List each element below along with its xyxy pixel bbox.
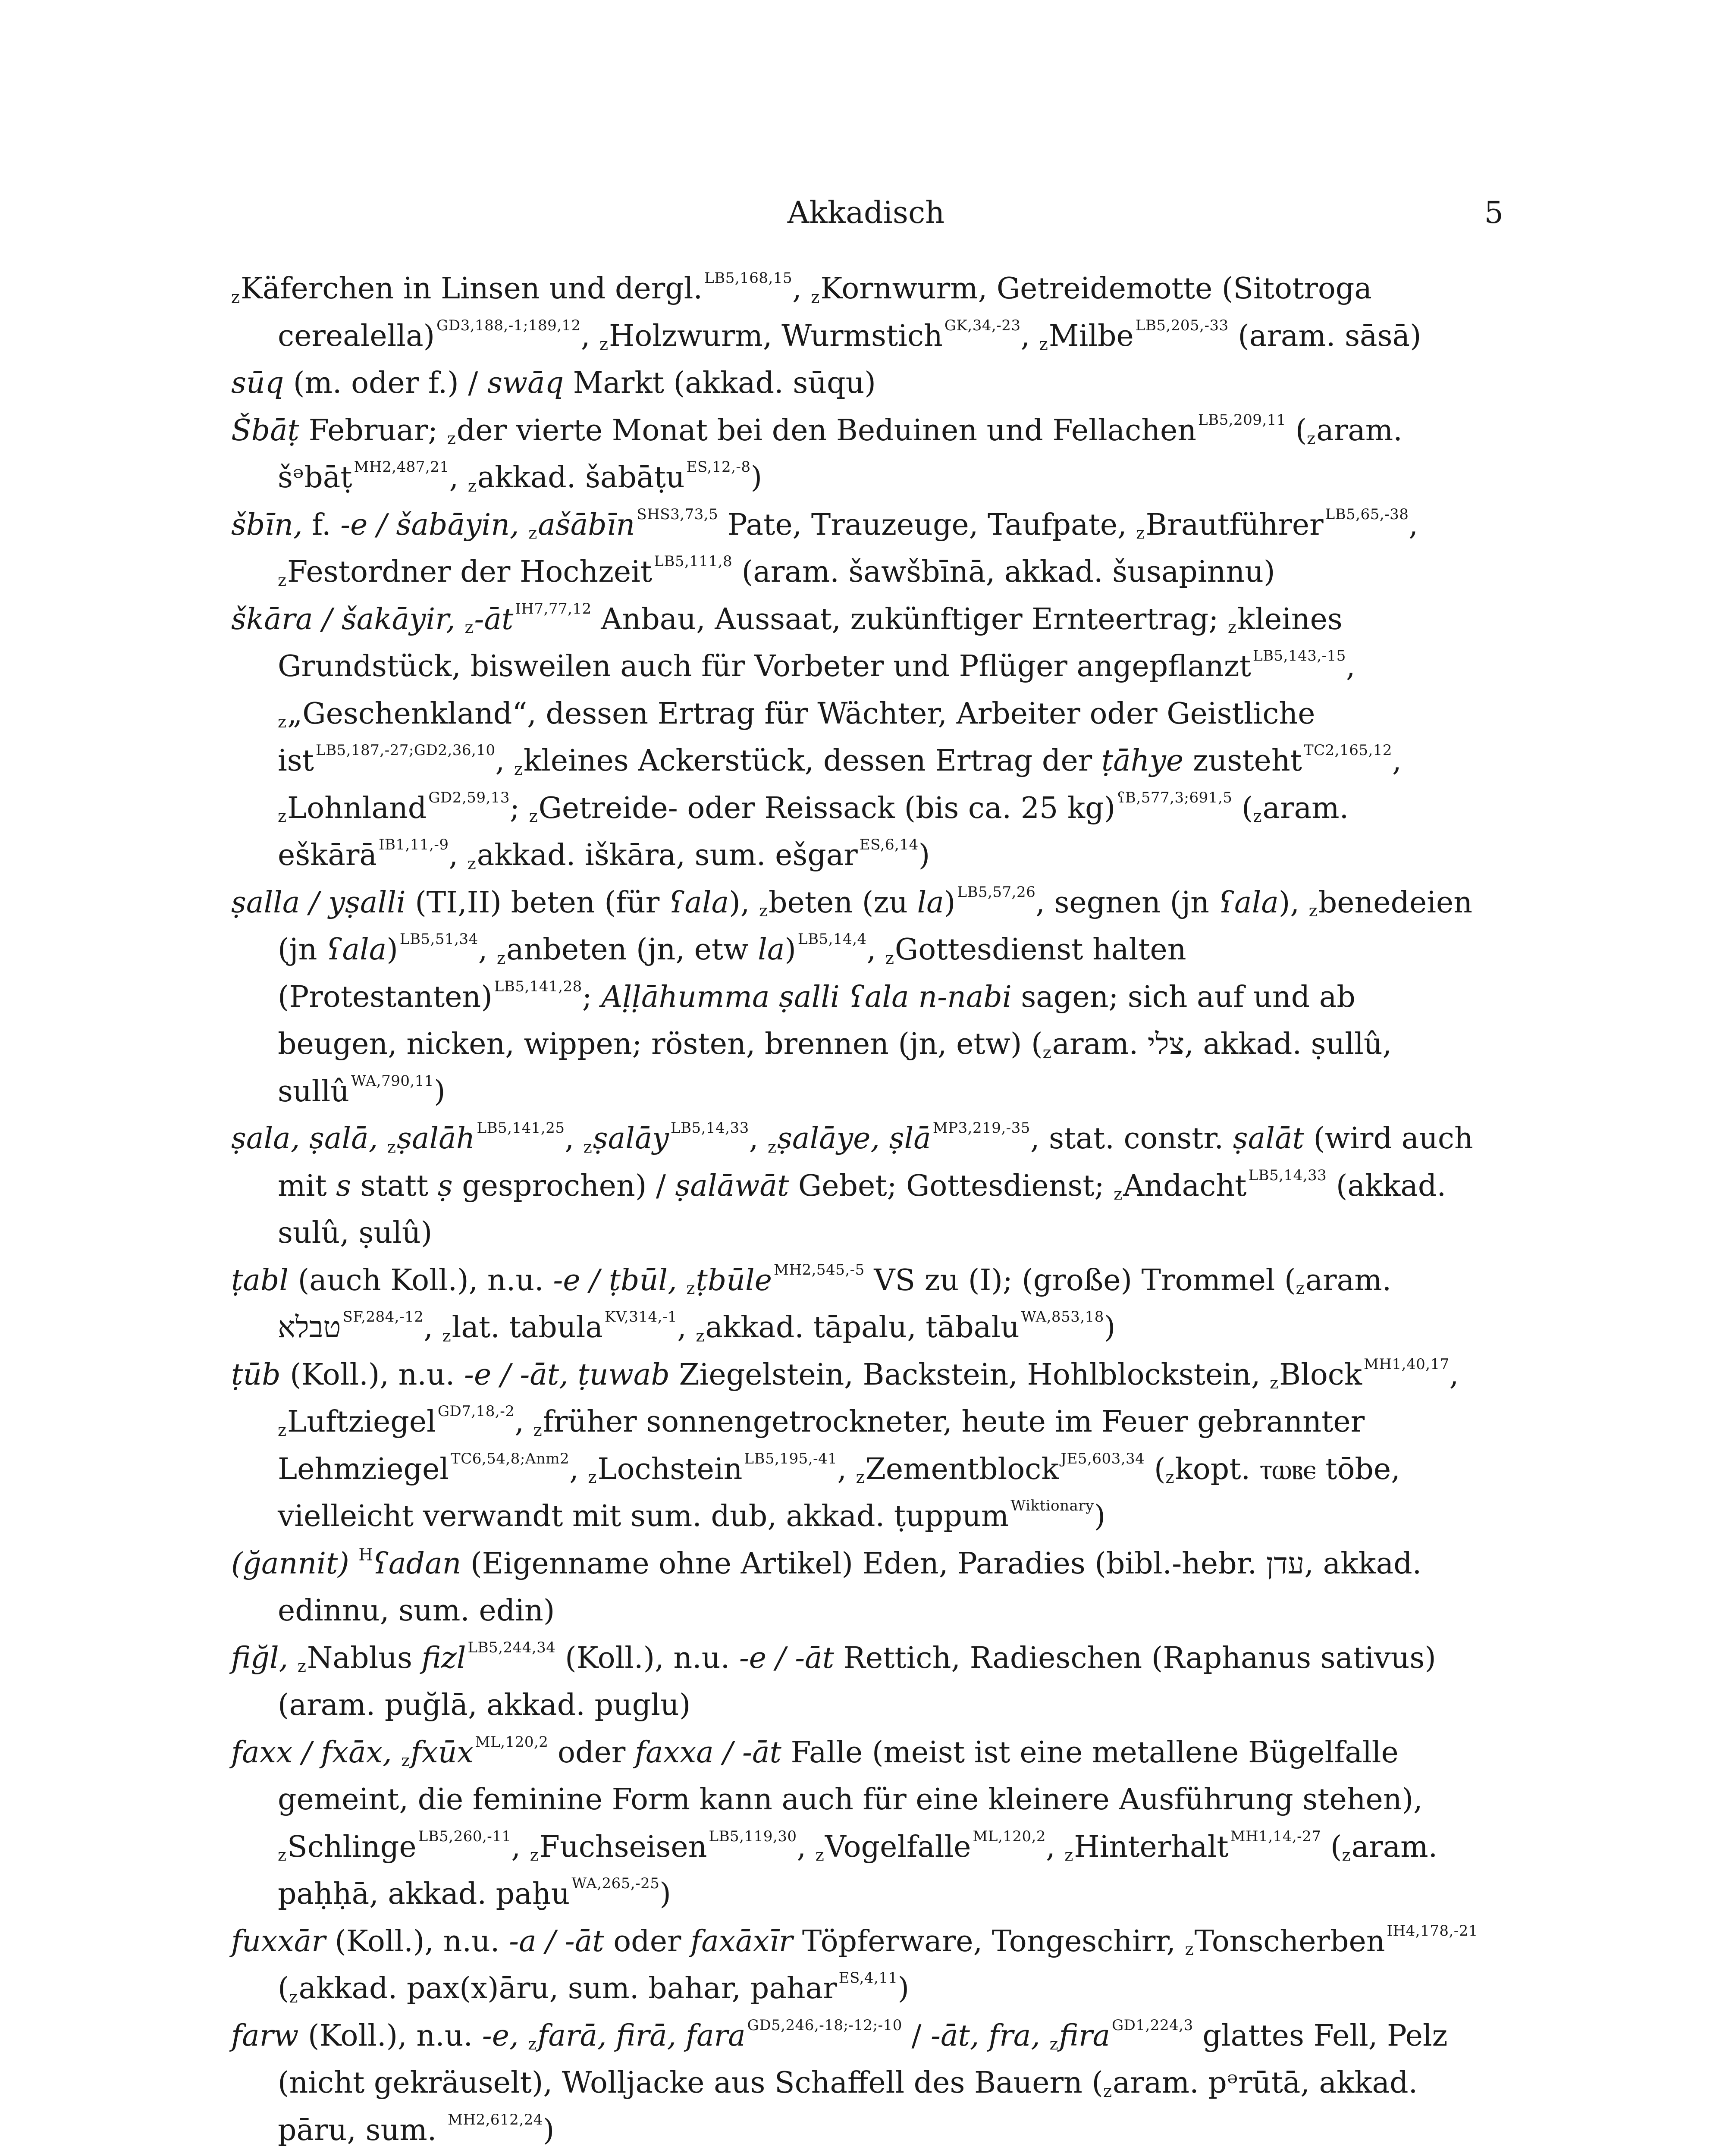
source-marker: z xyxy=(278,1846,287,1865)
entry-text: , xyxy=(569,1452,588,1486)
entry-text: Gebet; Gottesdienst; xyxy=(789,1169,1114,1203)
source-marker: z xyxy=(686,1279,695,1298)
entry-text: Brautführer xyxy=(1145,508,1324,542)
entry-headword: škāra / šakāyir, xyxy=(231,602,465,636)
citation-reference: LB5,187,-27;GD2,36,10 xyxy=(315,742,496,759)
source-marker: z xyxy=(496,948,505,968)
entry-headword: -e / -āt xyxy=(739,1641,835,1675)
source-marker: z xyxy=(1039,335,1048,354)
source-marker: z xyxy=(278,570,287,590)
entry-headword: faxx / fxāx, xyxy=(231,1735,402,1770)
entry-text: benedeien (jn xyxy=(278,885,1473,967)
entry-text: aram. pᵊrūtā, akkad. pāru, sum. xyxy=(278,2066,1418,2147)
entry-headword: swāq xyxy=(487,366,564,400)
entry-text: ) xyxy=(386,933,398,967)
entry-headword: fira xyxy=(1059,2018,1110,2053)
citation-reference: ʕB,577,3;691,5 xyxy=(1117,789,1233,806)
entry-text: / xyxy=(902,2018,931,2053)
source-marker: z xyxy=(447,429,456,448)
entry-text: Block xyxy=(1279,1357,1362,1392)
entry-text: Luftziegel xyxy=(287,1405,436,1439)
entry-headword: ʕadan xyxy=(373,1546,461,1581)
entry-text: , xyxy=(1046,1830,1065,1864)
entry-text: Milbe xyxy=(1048,319,1134,353)
dictionary-entry xyxy=(231,2012,1484,2154)
entry-text: ) xyxy=(543,2113,555,2147)
source-marker: z xyxy=(401,1751,410,1770)
entry-text: ( xyxy=(1145,1452,1166,1486)
citation-reference: LB5,14,4 xyxy=(797,931,867,948)
entry-text: ( xyxy=(1286,413,1307,448)
citation-reference: LB5,143,-15 xyxy=(1252,647,1346,665)
entry-headword: ṣalāh xyxy=(396,1122,475,1156)
entry-headword: -e, xyxy=(482,2018,528,2053)
source-marker: z xyxy=(528,523,537,542)
dictionary-entry xyxy=(231,1115,1484,1257)
citation-reference: LB5,57,26 xyxy=(957,883,1036,901)
citation-reference: SF,284,-12 xyxy=(342,1308,424,1326)
entry-text: Anbau, Aussaat, zukünftiger Ernteertrag; xyxy=(591,602,1228,636)
entry-text: aram. eškārā xyxy=(278,791,1349,872)
entry-text: Zementblock xyxy=(865,1452,1059,1486)
entry-text: Fuchseisen xyxy=(539,1830,707,1864)
citation-reference: LB5,205,-33 xyxy=(1135,317,1229,334)
citation-reference: LB5,119,30 xyxy=(709,1827,797,1845)
citation-reference: GD1,224,3 xyxy=(1112,2016,1193,2034)
entry-text: ), xyxy=(729,885,759,920)
source-marker: z xyxy=(1114,1185,1123,1203)
citation-reference: ES,4,11 xyxy=(838,1969,898,1987)
entry-text: , akkad. edinnu, sum. edin) xyxy=(278,1546,1422,1628)
citation-reference: GD7,18,-2 xyxy=(437,1403,515,1420)
source-marker: z xyxy=(885,948,894,968)
citation-reference: LB5,65,-38 xyxy=(1325,505,1409,523)
entry-text: ; xyxy=(582,980,602,1014)
citation-reference: LB5,244,34 xyxy=(468,1639,556,1656)
entry-text: ; xyxy=(510,791,529,825)
entry-headword: (ğannit) xyxy=(231,1546,359,1581)
dictionary-entry xyxy=(231,1918,1484,2012)
entry-headword: ṭūb xyxy=(231,1357,281,1392)
entry-text: Falle (meist ist eine metallene Bügelfalle gemeint, die feminine Form kann auch für eine kleinere Ausführung stehen), xyxy=(278,1735,1423,1817)
entry-headword: fiğl, xyxy=(231,1641,298,1675)
entry-text: Getreide- oder Reissack (bis ca. 25 kg) xyxy=(538,791,1116,825)
entry-text: , xyxy=(749,1122,768,1156)
entry-text: , xyxy=(1020,319,1039,353)
citation-reference: LB5,51,34 xyxy=(399,931,478,948)
source-marker: z xyxy=(583,1137,592,1156)
entry-text: lat. tabula xyxy=(452,1310,603,1344)
source-marker: z xyxy=(759,901,768,920)
source-marker: z xyxy=(289,1987,298,2006)
entry-headword: šbīn, xyxy=(231,508,303,542)
entry-text: , xyxy=(1449,1357,1459,1392)
source-marker: z xyxy=(278,712,287,731)
entry-text: oder xyxy=(604,1924,691,1959)
entry-headword: fxūx xyxy=(411,1735,474,1770)
entry-text: sagen; sich auf und ab beugen, nicken, wippen; rösten, brennen (jn, etw) ( xyxy=(278,980,1355,1061)
entry-text: (m. oder f.) / xyxy=(284,366,487,400)
source-marker: z xyxy=(533,1420,542,1440)
entry-headword: ṭabl xyxy=(231,1263,289,1297)
citation-reference: SHS3,73,5 xyxy=(637,505,719,523)
entry-headword: -āt, fra, xyxy=(931,2018,1050,2053)
entry-text: ) xyxy=(918,838,930,872)
hebrew-word: טבלא xyxy=(278,1310,341,1344)
source-marker: z xyxy=(278,1420,287,1440)
entry-text: gesprochen) / xyxy=(452,1169,675,1203)
entry-text: ) xyxy=(784,933,796,967)
source-marker: z xyxy=(1049,2034,1058,2053)
source-marker: z xyxy=(1165,1468,1174,1487)
citation-reference: MH2,545,-5 xyxy=(774,1261,865,1279)
entry-text: akkad. pax(x)āru, sum. bahar, pahar xyxy=(298,1971,837,2006)
citation-reference: TC6,54,8;Anm2 xyxy=(451,1450,570,1467)
entry-text: VS zu (I); (große) Trommel ( xyxy=(864,1263,1296,1297)
entry-text: , xyxy=(1346,649,1355,683)
citation-reference: LB5,141,28 xyxy=(494,978,582,995)
entry-text: , xyxy=(424,1310,442,1344)
entry-headword: ṣalāt xyxy=(1233,1122,1304,1156)
entry-text: , xyxy=(580,319,600,353)
entry-text: (aram. sāsā) xyxy=(1228,319,1421,353)
page-number: 5 xyxy=(1484,195,1503,230)
source-marker: z xyxy=(1064,1846,1073,1865)
entry-headword: ṣ xyxy=(437,1169,453,1203)
entry-text: oder xyxy=(548,1735,635,1770)
citation-reference: TC2,165,12 xyxy=(1303,742,1393,759)
citation-reference: MH1,40,17 xyxy=(1364,1355,1450,1373)
dictionary-entry xyxy=(231,596,1484,879)
entry-text: (Eigenname ohne Artikel) Eden, Paradies (bibl.-hebr. xyxy=(461,1546,1266,1581)
citation-reference: GK,34,-23 xyxy=(944,317,1021,334)
entry-headword: la xyxy=(917,885,944,920)
entry-text: ) xyxy=(434,1074,446,1109)
entry-text: , xyxy=(495,744,514,778)
dictionary-entry xyxy=(231,1257,1484,1351)
entry-text: kleines Ackerstück, dessen Ertrag der xyxy=(523,744,1101,778)
citation-reference: LB5,14,33 xyxy=(1248,1166,1327,1184)
source-marker: z xyxy=(815,1846,824,1865)
entry-headword: ʕala xyxy=(326,933,387,967)
source-marker: z xyxy=(588,1468,597,1487)
page-header xyxy=(0,195,1732,234)
entry-text: Schlinge xyxy=(287,1830,417,1864)
entry-text: kopt. ⲧⲱⲃⲉ tōbe, vielleicht verwandt mit sum. dub, akkad. ṭuppum xyxy=(278,1452,1400,1533)
citation-reference: MH1,14,-27 xyxy=(1230,1827,1321,1845)
source-marker: z xyxy=(467,854,476,873)
citation-reference: WA,790,11 xyxy=(351,1072,434,1090)
citation-reference: WA,265,-25 xyxy=(571,1875,660,1893)
entry-text: , xyxy=(837,1452,856,1486)
entry-headword: faxxa / -āt xyxy=(634,1735,781,1770)
entry-text: Markt (akkad. sūqu) xyxy=(564,366,876,400)
entry-text: , xyxy=(565,1122,584,1156)
entry-headword: Aḷḷāhumma ṣalli ʕala n-nabi xyxy=(601,980,1012,1014)
entry-text: Pate, Trauzeuge, Taufpate, xyxy=(718,508,1136,542)
source-marker: z xyxy=(1308,901,1318,920)
entry-text: , akkad. ṣullû, sullû xyxy=(278,1027,1392,1109)
citation-reference: LB5,209,11 xyxy=(1198,411,1286,429)
entry-text: Holzwurm, Wurmstich xyxy=(609,319,943,353)
dictionary-entry xyxy=(231,1729,1484,1918)
dictionary-entry xyxy=(231,1540,1484,1635)
entry-headword: faxāxīr xyxy=(690,1924,793,1959)
source-marker: z xyxy=(530,1846,539,1865)
dictionary-entry xyxy=(231,1351,1484,1540)
entry-text: , xyxy=(1392,744,1402,778)
entry-text: ), xyxy=(1278,885,1309,920)
entry-text: ) xyxy=(1094,1499,1106,1533)
entry-text: (Koll.), n.u. xyxy=(280,1357,464,1392)
entry-text: akkad. šabāṭu xyxy=(477,461,685,495)
entry-text: „Geschenkland“, dessen Ertrag für Wächter, Arbeiter oder Geistliche ist xyxy=(278,696,1315,778)
source-marker: z xyxy=(528,2034,537,2053)
entry-text: Tonscherben xyxy=(1194,1924,1385,1959)
source-marker: z xyxy=(514,759,523,779)
entry-headword: ṭbūle xyxy=(696,1263,772,1297)
entry-text: ) xyxy=(750,461,762,495)
entry-text: , xyxy=(792,272,811,306)
entry-text: zusteht xyxy=(1183,744,1302,778)
source-marker: z xyxy=(1042,1043,1051,1062)
citation-reference: IH4,178,-21 xyxy=(1387,1922,1478,1940)
entry-text: , xyxy=(515,1405,533,1439)
citation-reference: ES,6,14 xyxy=(859,836,919,854)
entry-text: Gottesdienst halten (Protestanten) xyxy=(278,933,1186,1014)
entry-text: (Koll.), n.u. xyxy=(325,1924,509,1959)
entry-text: ( xyxy=(1321,1830,1342,1864)
entry-text: akkad. iškāra, sum. ešgar xyxy=(477,838,858,872)
citation-reference: LB5,260,-11 xyxy=(418,1827,511,1845)
entry-text: statt xyxy=(351,1169,438,1203)
source-marker: z xyxy=(1270,1373,1279,1392)
entry-headword: ṭāhye xyxy=(1101,744,1184,778)
citation-reference: IH7,77,12 xyxy=(515,600,592,617)
entry-text: Vogelfalle xyxy=(825,1830,971,1864)
citation-reference: MH2,612,24 xyxy=(448,2111,543,2128)
source-marker: z xyxy=(297,1657,306,1676)
entry-text: Käferchen in Linsen und dergl. xyxy=(241,272,703,306)
source-marker: z xyxy=(696,1326,705,1345)
entry-text: (Koll.), n.u. xyxy=(298,2018,482,2053)
source-marker: z xyxy=(442,1326,451,1345)
dictionary-entry xyxy=(231,360,1484,407)
entry-text: , xyxy=(511,1830,530,1864)
entry-text: aram. paḥḥā, akkad. paḫu xyxy=(278,1830,1438,1911)
source-marker: z xyxy=(1253,807,1262,826)
source-marker: z xyxy=(1307,429,1316,448)
entry-text: (aram. šawšbīnā, akkad. šusapinnu) xyxy=(732,555,1275,589)
entry-text: akkad. tāpalu, tābalu xyxy=(705,1310,1020,1344)
source-marker: z xyxy=(856,1468,865,1487)
citation-reference: JE5,603,34 xyxy=(1061,1450,1145,1467)
entry-text: beten (zu xyxy=(769,885,917,920)
entry-text: Nablus xyxy=(307,1641,422,1675)
entry-headword: -e / -āt, ṭuwab xyxy=(464,1357,670,1392)
source-marker: z xyxy=(231,287,240,307)
entry-text: Rettich, Radieschen (Raphanus sativus) (aram. puğlā, akkad. puglu) xyxy=(278,1641,1436,1722)
hebrew-word: צלי xyxy=(1147,1027,1185,1061)
entry-text: , stat. constr. xyxy=(1030,1122,1233,1156)
entry-text: (akkad. sulû, ṣulû) xyxy=(278,1169,1446,1250)
entry-text: (auch Koll.), n.u. xyxy=(289,1263,553,1297)
entry-text: aram. xyxy=(1052,1027,1148,1061)
source-marker: z xyxy=(767,1137,776,1156)
entry-text: Festordner der Hochzeit xyxy=(287,555,653,589)
citation-reference: LB5,195,-41 xyxy=(744,1450,838,1467)
entry-text: , segnen (jn xyxy=(1035,885,1219,920)
entry-text: kleines Grundstück, bisweilen auch für Vorbeter und Pflüger angepflanzt xyxy=(278,602,1343,683)
entry-text: , xyxy=(677,1310,696,1344)
dictionary-entry xyxy=(231,1635,1484,1729)
dictionary-entry xyxy=(231,407,1484,501)
entry-text: Hinterhalt xyxy=(1074,1830,1229,1864)
entry-text: anbeten (jn, etw xyxy=(506,933,758,967)
source-marker: z xyxy=(529,807,538,826)
source-marker: z xyxy=(599,335,609,354)
source-marker: z xyxy=(1103,2081,1112,2101)
dictionary-entry xyxy=(231,265,1484,360)
citation-reference: WA,853,18 xyxy=(1021,1308,1104,1326)
source-marker: z xyxy=(468,476,477,495)
dictionary-entries xyxy=(231,265,1484,2154)
entry-text: , xyxy=(797,1830,816,1864)
entry-headword: fizl xyxy=(421,1641,466,1675)
source-marker: z xyxy=(1136,523,1145,542)
entry-text: , xyxy=(866,933,885,967)
citation-reference: LB5,168,15 xyxy=(704,270,793,287)
citation-reference: KV,314,-1 xyxy=(604,1308,678,1326)
entry-text: ) xyxy=(944,885,956,920)
hebrew-word: עדן xyxy=(1266,1546,1305,1581)
entry-headword: farā, firā, fara xyxy=(537,2018,746,2053)
entry-headword: sūq xyxy=(231,366,284,400)
entry-headword: -āt xyxy=(474,602,514,636)
entry-text: , xyxy=(478,933,497,967)
source-marker: z xyxy=(1227,618,1236,637)
entry-text: , xyxy=(449,838,468,872)
citation-reference: LB5,141,25 xyxy=(477,1119,565,1137)
citation-reference: ES,12,-8 xyxy=(686,458,751,476)
citation-reference: LB5,111,8 xyxy=(654,553,733,570)
source-marker: z xyxy=(278,807,287,826)
entry-headword: ašābīn xyxy=(538,508,635,542)
entry-text: früher sonnengetrockneter, heute im Feuer gebrannter Lehmziegel xyxy=(278,1405,1365,1486)
entry-text: f. xyxy=(302,508,341,542)
entry-text: Lochstein xyxy=(597,1452,743,1486)
citation-reference: ML,120,2 xyxy=(973,1827,1046,1845)
citation-reference: ML,120,2 xyxy=(475,1733,549,1751)
entry-text: ) xyxy=(659,1877,671,1911)
entry-text: (wird auch mit xyxy=(278,1122,1473,1203)
entry-headword: ʕala xyxy=(668,885,729,920)
citation-reference: GD3,188,-1;189,12 xyxy=(436,317,581,334)
entry-headword: ṣala, ṣalā, xyxy=(231,1122,387,1156)
citation-reference: GD5,246,-18;-12;-10 xyxy=(747,2016,902,2034)
entry-headword: ṣalāye, ṣlā xyxy=(777,1122,931,1156)
entry-text: (Koll.), n.u. xyxy=(555,1641,739,1675)
entry-text: aram. xyxy=(1305,1263,1392,1297)
entry-text: ) xyxy=(897,1971,910,2006)
citation-reference: GD2,59,13 xyxy=(428,789,510,806)
source-marker: z xyxy=(811,287,820,307)
entry-headword: ṣalāwāt xyxy=(675,1169,789,1203)
citation-reference: IB1,11,-9 xyxy=(378,836,449,854)
source-marker: z xyxy=(387,1137,396,1156)
entry-headword: Šbāṭ xyxy=(231,413,299,448)
entry-headword: la xyxy=(758,933,785,967)
entry-text: Ziegelstein, Backstein, Hohlblockstein, xyxy=(669,1357,1270,1392)
entry-headword: -a / -āt xyxy=(509,1924,604,1959)
citation-reference: MP3,219,-35 xyxy=(932,1119,1030,1137)
citation-reference: LB5,14,33 xyxy=(670,1119,749,1137)
entry-headword: farw xyxy=(231,2018,299,2053)
source-marker: z xyxy=(1185,1940,1194,1959)
entry-text: (TI,II) beten (für xyxy=(405,885,669,920)
source-marker: z xyxy=(1342,1846,1351,1865)
entry-headword: ṣalāy xyxy=(593,1122,669,1156)
entry-headword: -e / šabāyin, xyxy=(340,508,529,542)
entry-headword: s xyxy=(336,1169,351,1203)
entry-headword: ṣalla / yṣalli xyxy=(231,885,406,920)
running-title: Akkadisch xyxy=(787,195,945,230)
entry-text: ( xyxy=(1232,791,1253,825)
citation-reference: Wiktionary xyxy=(1010,1497,1094,1515)
entry-text: Andacht xyxy=(1123,1169,1247,1203)
entry-text: Februar; xyxy=(299,413,447,448)
entry-headword: -e / ṭbūl, xyxy=(553,1263,687,1297)
source-marker: z xyxy=(1296,1279,1305,1298)
entry-text: , xyxy=(449,461,468,495)
entry-text: Töpferware, Tongeschirr, xyxy=(793,1924,1185,1959)
source-marker: z xyxy=(464,618,474,637)
dictionary-entry xyxy=(231,501,1484,596)
entry-text: der vierte Monat bei den Beduinen und Fellachen xyxy=(456,413,1197,448)
dictionary-entry xyxy=(231,879,1484,1116)
superscript-marker: H xyxy=(358,1545,373,1564)
entry-headword: fuxxār xyxy=(231,1924,326,1959)
entry-text: glattes Fell, Pelz (nicht gekräuselt), Wolljacke aus Schaffell des Bauern ( xyxy=(278,2018,1448,2100)
entry-text: Lohnland xyxy=(287,791,427,825)
entry-text: aram. šᵊbāṭ xyxy=(278,413,1403,495)
entry-text: Kornwurm, Getreidemotte (Sitotroga cerealella) xyxy=(278,272,1372,353)
entry-text: ) xyxy=(1104,1310,1116,1344)
citation-reference: MH2,487,21 xyxy=(354,458,449,476)
entry-text: ( xyxy=(278,1971,289,2006)
entry-headword: ʕala xyxy=(1218,885,1279,920)
entry-text: , xyxy=(1409,508,1418,542)
